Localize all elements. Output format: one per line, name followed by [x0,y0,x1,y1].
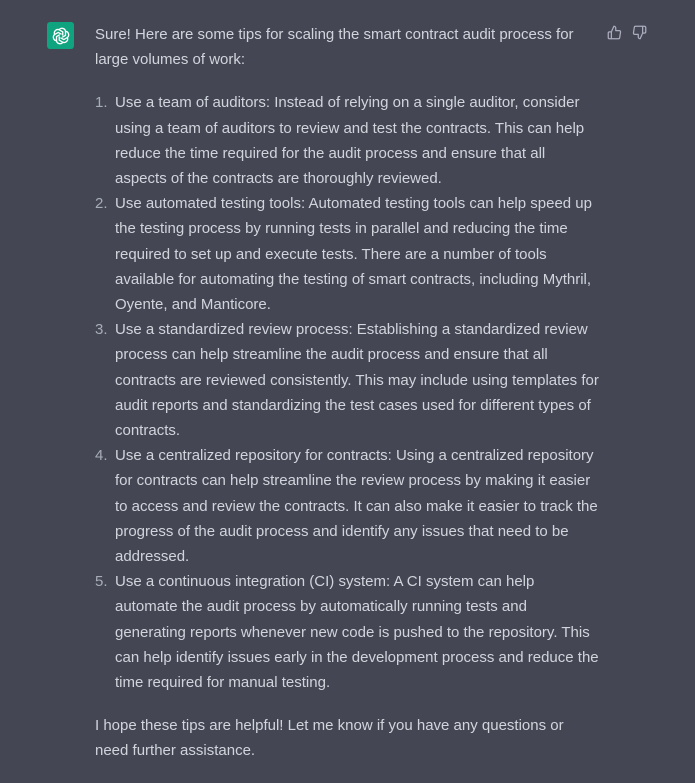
list-item-number: 5. [95,573,108,591]
list-item-text: Use automated testing tools: Automated testing tools can help speed up the testing process by running tests in parallel and reducing the time required to set up and execute tests. There are a number of tools available for automating the testing of smart contracts, including Mythril, Oyente, and Manticore. [115,195,592,314]
thumbs-down-button[interactable] [631,24,648,41]
thumbs-up-icon [607,25,622,40]
assistant-avatar [47,22,74,49]
list-item [95,317,600,443]
tips-list [95,90,600,695]
list-item-text: Use a continuous integration (CI) system: A CI system can help automate the audit process by automatically running tests and generating reports whenever new code is pushed to the repository. This can help identify issues early in the development process and reduce the time required for manual testing. [115,573,599,692]
list-item-number: 4. [95,447,108,465]
message-content [95,22,600,764]
message-outro: I hope these tips are helpful! Let me know if you have any questions or need further assistance. [95,717,564,760]
openai-logo-icon [51,26,71,46]
list-item-text: Use a team of auditors: Instead of relying on a single auditor, consider using a team of auditors to review and test the contracts. This can help reduce the time required for the audit process and ensure that all aspects of the contracts are thoroughly reviewed. [115,94,585,188]
list-item [95,443,600,569]
list-item-number: 1. [95,94,108,112]
list-item [95,90,600,191]
feedback-controls [606,24,648,41]
thumbs-down-icon [632,25,647,40]
list-item [95,191,600,317]
thumbs-up-button[interactable] [606,24,623,41]
list-item-text: Use a centralized repository for contracts: Using a centralized repository for contracts can help streamline the review process by making it easier to access and review the contracts. It can also make it easier to track the progress of the audit process and identify any issues that need to be addressed. [115,447,598,566]
list-item-text: Use a standardized review process: Establishing a standardized review process can help streamline the audit process and ensure that all contracts are reviewed consistently. This may include using templates for audit reports and standardizing the test cases used for different types of contracts. [115,321,599,440]
list-item-number: 3. [95,321,108,339]
list-item-number: 2. [95,195,108,213]
list-item [95,569,600,695]
message-intro: Sure! Here are some tips for scaling the smart contract audit process for large volumes of work: [95,26,574,69]
